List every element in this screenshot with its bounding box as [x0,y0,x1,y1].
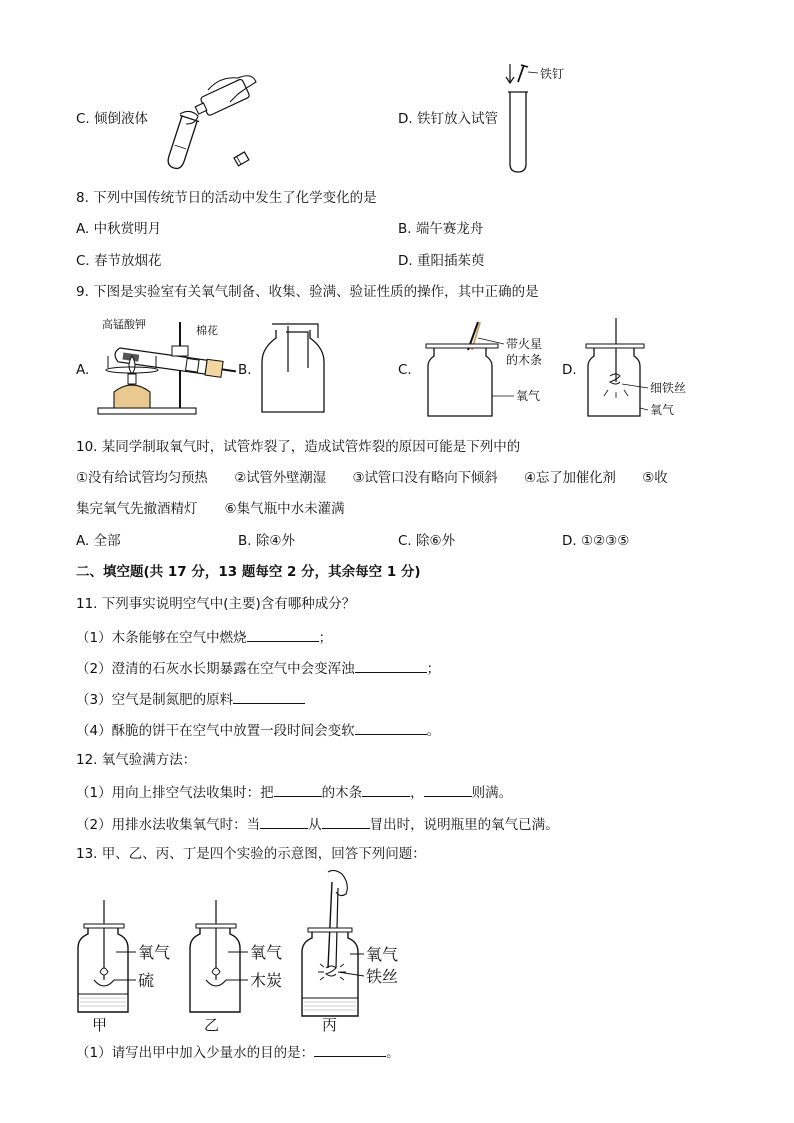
q9-option-b: B. [238,362,252,378]
iron-wire-burn-figure [580,316,720,422]
pour-liquid-figure [160,68,260,173]
q7-option-c: C. 倾倒液体 [76,111,149,127]
q10-option-d: D. ①②③⑤ [562,533,630,549]
section-title: 二、填空题(共 17 分，13 题每空 2 分，其余每空 1 分) [76,564,421,580]
answer-blank[interactable] [424,782,472,797]
q8-option-d: D. 重阳插茱萸 [398,253,485,269]
q10-option-c: C. 除⑥外 [398,533,456,549]
q10-reasons-line2: 集完氧气先撤酒精灯 ⑥集气瓶中水未灌满 [76,501,345,517]
q8-option-b: B. 端午赛龙舟 [398,221,484,237]
q9-stem: 9. 下图是实验室有关氧气制备、收集、验满、验证性质的操作，其中正确的是 [76,284,539,300]
kmno4-label: 高锰酸钾 [102,318,146,331]
answer-blank[interactable] [247,627,319,642]
q8-stem: 8. 下列中国传统节日的活动中发生了化学变化的是 [76,190,377,206]
jia-name: 甲 [92,1016,108,1034]
jia-gas-label: 氧气 [138,943,171,962]
answer-blank[interactable] [355,658,427,673]
bottle-jia [78,900,170,1034]
q10-reasons-line1: ①没有给试管均匀预热 ②试管外壁潮湿 ③试管口没有略向下倾斜 ④忘了加催化剂 ⑤收 [76,470,668,486]
answer-blank[interactable] [233,689,305,704]
q8-option-c: C. 春节放烟花 [76,253,162,269]
q9-option-d: D. [562,362,577,378]
q10-stem: 10. 某同学制取氧气时，试管炸裂了，造成试管炸裂的原因可能是下列中的 [76,439,521,455]
bottle-yi [190,900,282,1034]
q11-item-2: （2）澄清的石灰水长期暴露在空气中会变浑浊 ； [76,658,440,678]
q13-stem: 13. 甲、乙、丙、丁是四个实验的示意图，回答下列问题： [76,846,426,862]
cotton-label: 棉花 [196,324,218,337]
answer-blank[interactable] [314,1042,386,1057]
q8-option-a: A. 中秋赏明月 [76,221,162,237]
wire-label: 细铁丝 [650,381,687,395]
q11-stem: 11. 下列事实说明空气中(主要)含有哪种成分？ [76,596,356,612]
oxygen-label-c: 氧气 [516,389,541,403]
nail-into-tube-figure [500,62,580,177]
q10-option-a: A. 全部 [76,533,121,549]
bing-name: 丙 [322,1016,338,1034]
yi-gas-label: 氧气 [250,943,283,962]
splint-label-1: 带火星 [506,337,543,351]
answer-blank[interactable] [322,814,370,829]
answer-blank[interactable] [274,782,322,797]
q10-option-b: B. 除④外 [238,533,295,549]
q9-option-a: A. [76,362,90,378]
jia-substance-label: 硫 [138,971,155,990]
oxygen-label-d: 氧气 [650,403,675,417]
q11-item-4: （4）酥脆的饼干在空气中放置一段时间会变软 。 [76,720,440,740]
heating-kmno4-figure [92,312,232,422]
q9-option-c: C. [398,362,412,378]
nail-label: 铁钉 [540,67,565,81]
q13-item-1: （1）请写出甲中加入少量水的目的是： 。 [76,1042,400,1062]
q12-item-1: （1）用向上排空气法收集时：把 的木条 ， 则满。 [76,782,512,802]
bing-substance-label: 铁丝 [366,967,399,986]
oxygen-test-figure [420,316,550,422]
answer-blank[interactable] [260,814,308,829]
bottle-bing [302,870,398,1034]
yi-name: 乙 [204,1016,220,1034]
q12-item-2: （2）用排水法收集氧气时：当 从 冒出时，说明瓶里的氧气已满。 [76,814,559,834]
q7-option-d: D. 铁钉放入试管 [398,111,498,127]
yi-substance-label: 木炭 [250,971,283,990]
splint-label-2: 的木条 [506,353,543,367]
answer-blank[interactable] [362,782,410,797]
q11-item-3: （3）空气是制氮肥的原料 [76,689,305,709]
bing-gas-label: 氧气 [366,945,399,964]
answer-blank[interactable] [355,720,427,735]
q13-experiments-figure [70,868,430,1040]
q11-item-1: （1）木条能够在空气中燃烧 ； [76,627,332,647]
collect-bottle-figure [258,320,338,420]
q12-stem: 12. 氧气验满方法： [76,752,197,768]
